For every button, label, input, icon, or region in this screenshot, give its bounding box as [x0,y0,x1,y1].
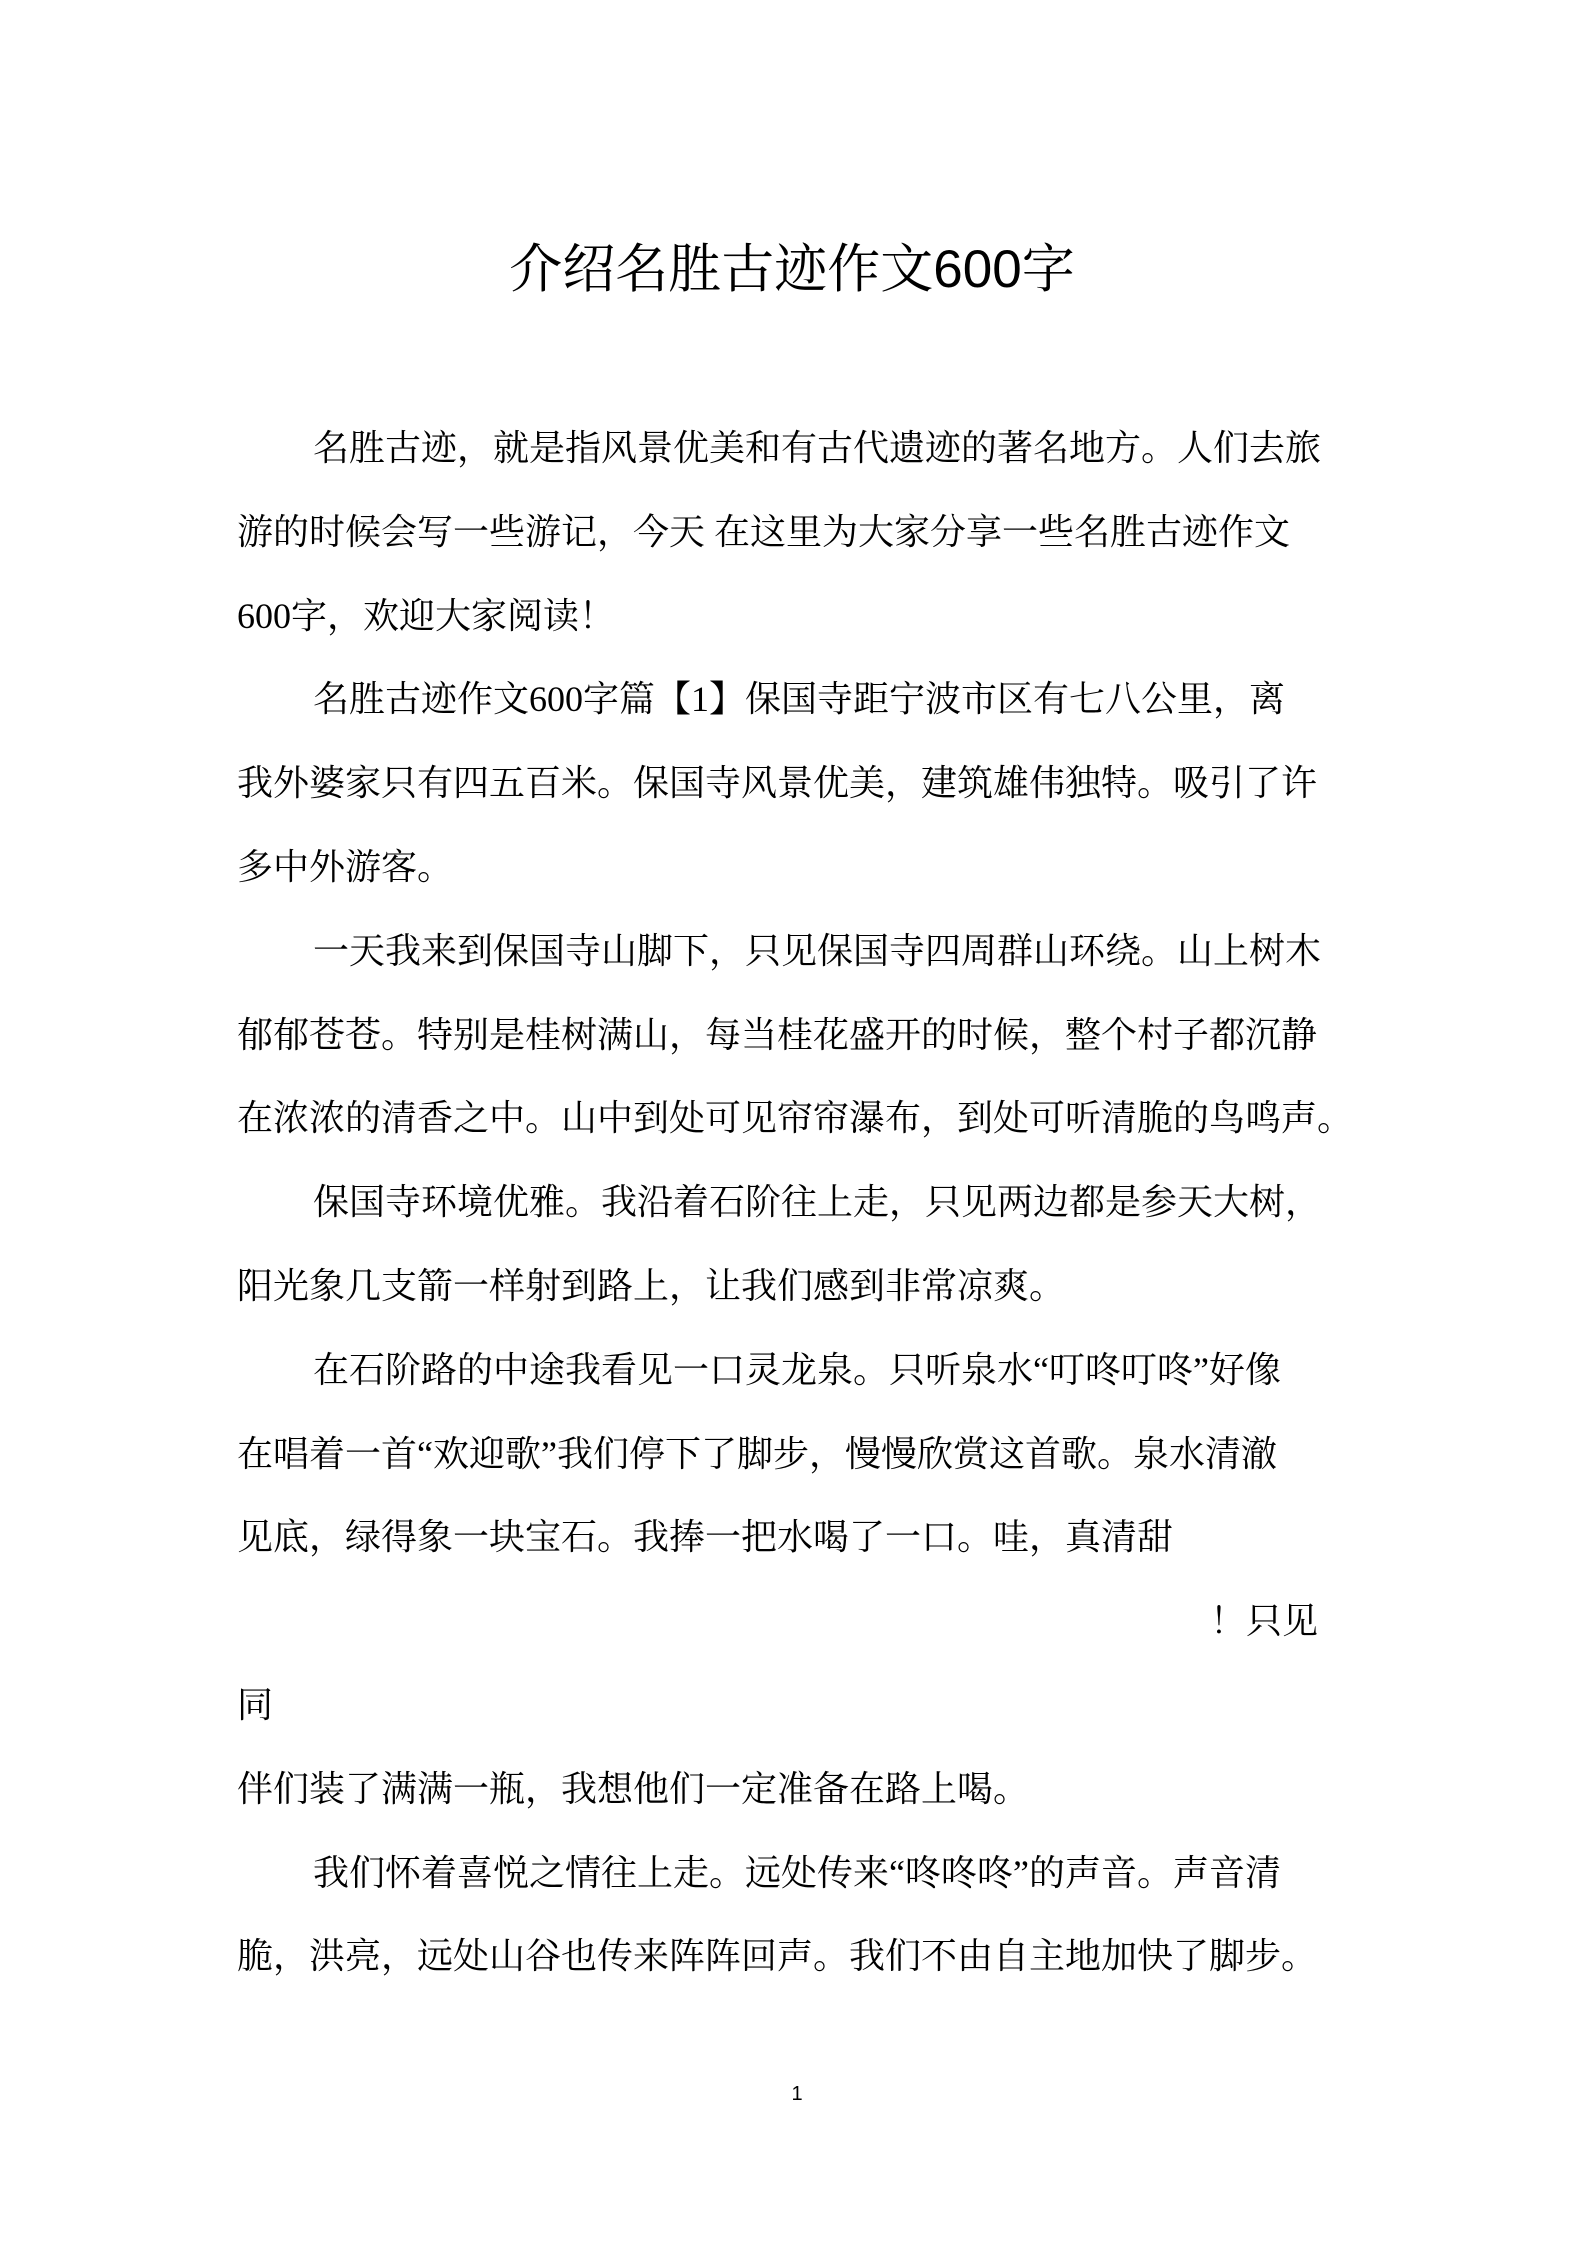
text-line: 游的时候会写一些游记，今天 在这里为大家分享一些名胜古迹作文 [237,512,1291,552]
text-line: 在唱着一首“欢迎歌”我们停下了脚步，慢慢欣赏这首歌。泉水清澈 [237,1434,1277,1474]
text-line-right-aligned: ！只见 [1209,1601,1318,1641]
text-line: 同 [237,1685,274,1725]
text-line: 名胜古迹，就是指风景优美和有古代遗迹的著名地方。人们去旅 [313,428,1322,468]
text-line: 一天我来到保国寺山脚下，只见保国寺四周群山环绕。山上树木 [313,931,1322,971]
text-line: 见底，绿得象一块宝石。我捧一把水喝了一口。哇，真清甜 [237,1517,1174,1557]
page-number: 1 [791,2083,803,2105]
text-line: 在浓浓的清香之中。山中到处可见帘帘瀑布，到处可听清脆的鸟鸣声。 [237,1098,1354,1138]
text-line: 我们怀着喜悦之情往上走。远处传来“咚咚咚”的声音。声音清 [313,1853,1281,1893]
text-line: 在石阶路的中途我看见一口灵龙泉。只听泉水“叮咚叮咚”好像 [313,1350,1281,1390]
document-title: 介绍名胜古迹作文600字 [509,240,1075,299]
text-line: 伴们装了满满一瓶，我想他们一定准备在路上喝。 [237,1769,1030,1809]
text-line: 多中外游客。 [237,847,454,887]
text-line: 我外婆家只有四五百米。保国寺风景优美，建筑雄伟独特。吸引了许 [237,763,1318,803]
text-line: 600字，欢迎大家阅读！ [237,596,616,636]
text-line: 郁郁苍苍。特别是桂树满山，每当桂花盛开的时候，整个村子都沉静 [237,1015,1318,1055]
text-line: 阳光象几支箭一样射到路上，让我们感到非常凉爽。 [237,1266,1066,1306]
text-line: 保国寺环境优雅。我沿着石阶往上走，只见两边都是参天大树， [313,1182,1322,1222]
text-line: 名胜古迹作文600字篇【1】保国寺距宁波市区有七八公里，离 [313,679,1286,719]
text-line: 脆，洪亮，远处山谷也传来阵阵回声。我们不由自主地加快了脚步。 [237,1936,1318,1976]
